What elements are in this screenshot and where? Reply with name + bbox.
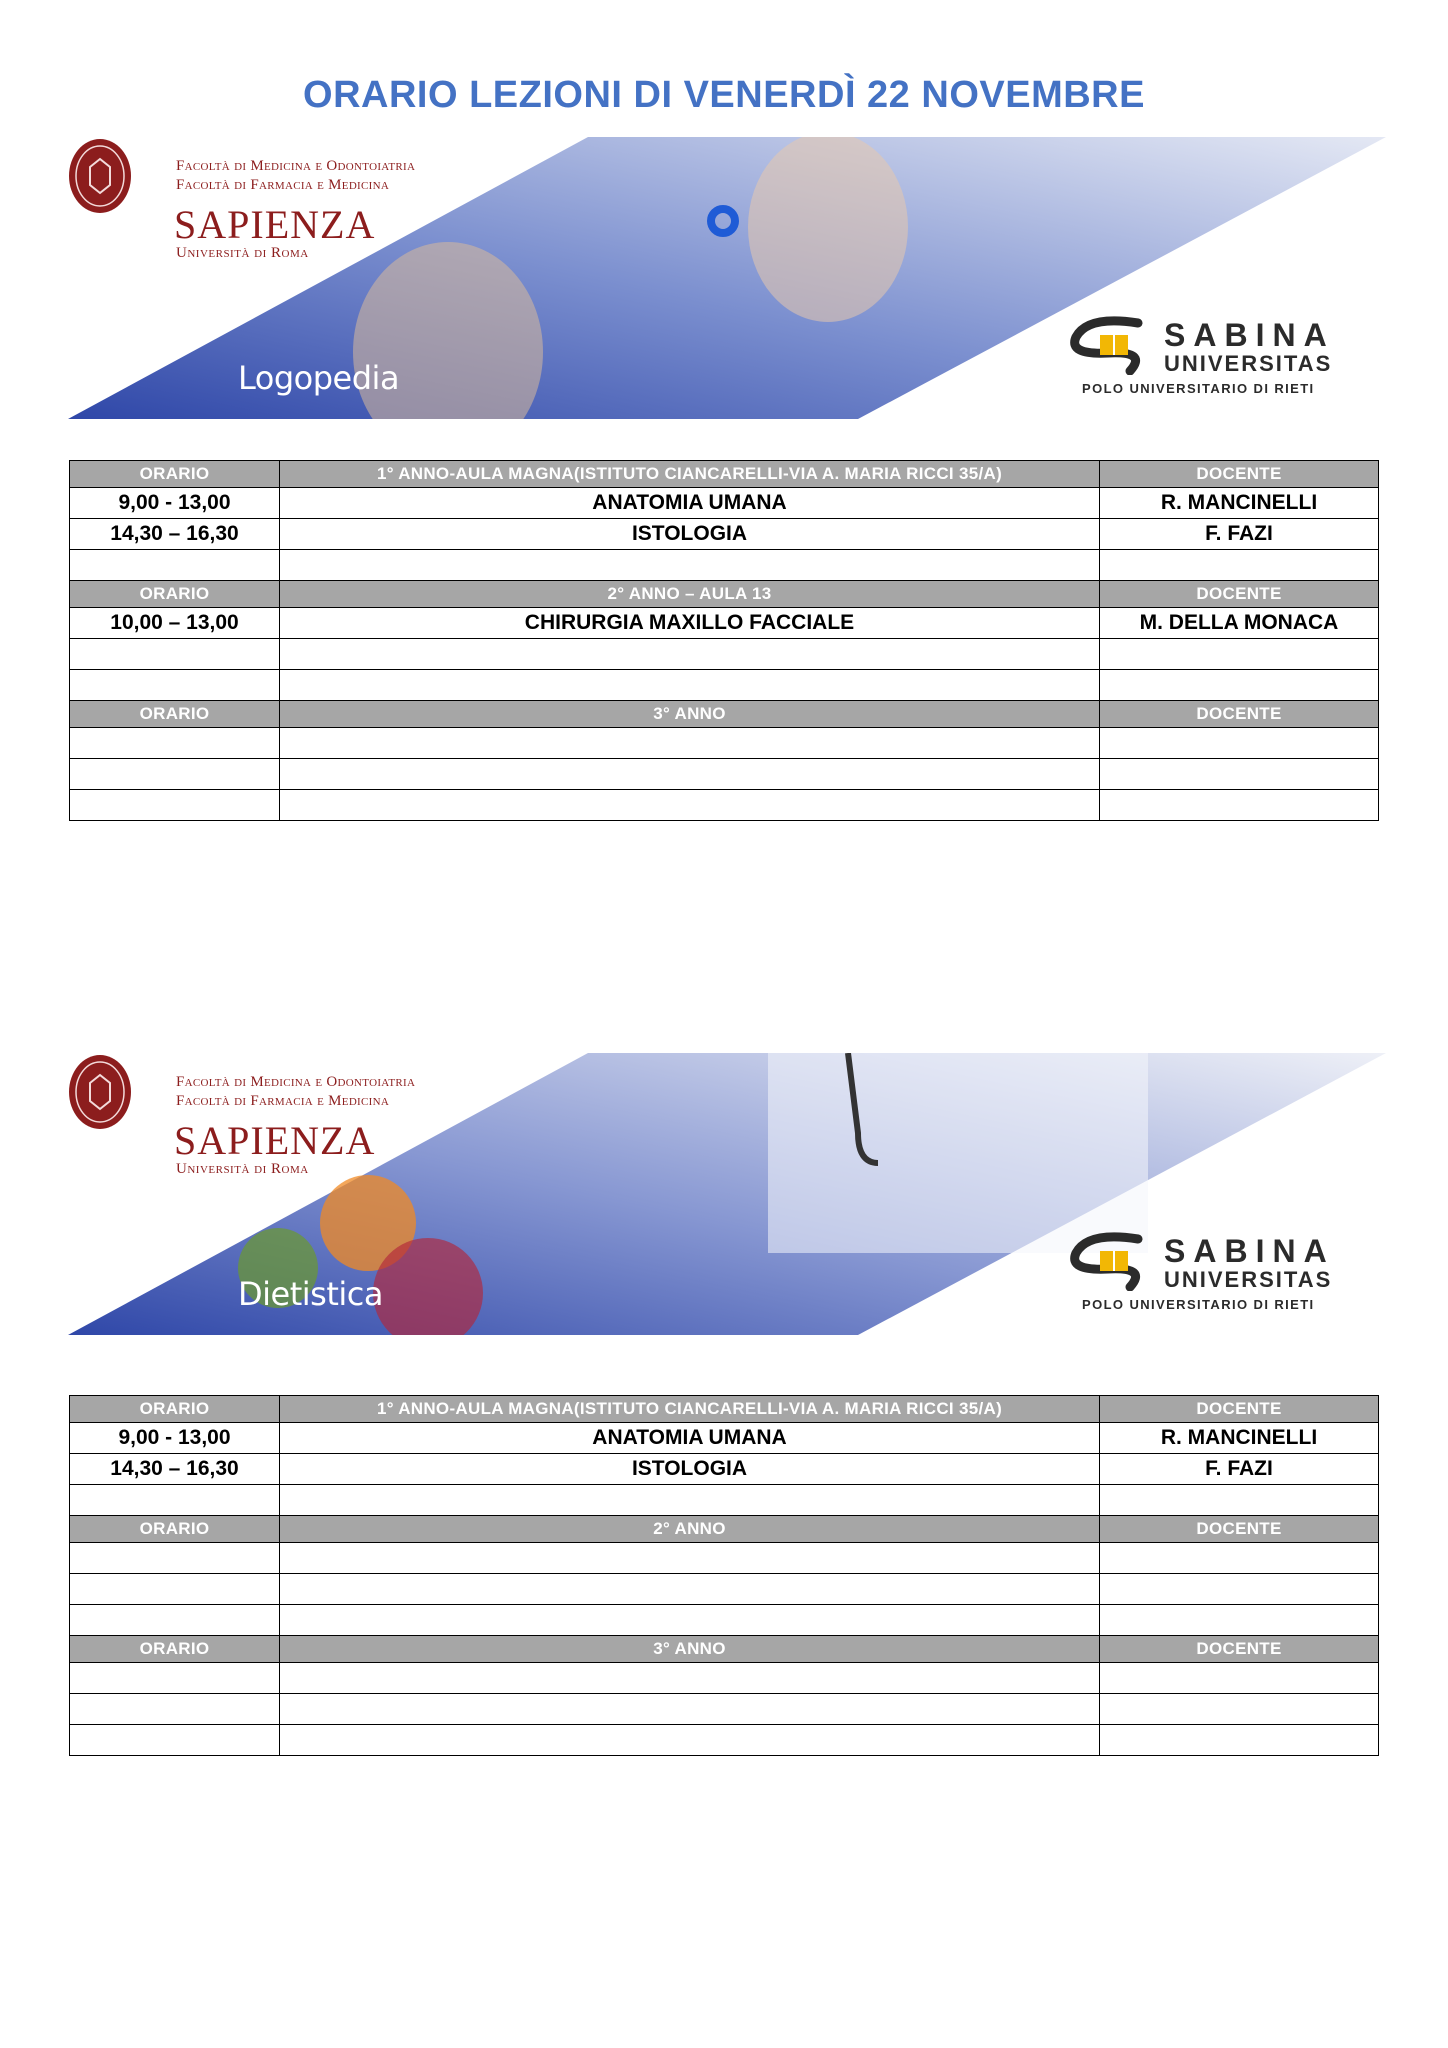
cell-time: 9,00 - 13,00 [70,488,280,519]
cell-teacher: R. MANCINELLI [1100,488,1379,519]
university-sub: Università di Roma [176,1161,309,1177]
header-time: ORARIO [70,461,280,488]
cell-time [70,550,280,581]
page-title: ORARIO LEZIONI DI VENERDÌ 22 NOVEMBRE [303,74,1145,116]
cell-subject [280,1574,1100,1605]
header-year: 1° ANNO-AULA MAGNA(ISTITUTO CIANCARELLI-VIA A. MARIA RICCI 35/A) [280,1396,1100,1423]
table-row [70,1605,1379,1636]
table-row [70,1423,1379,1454]
cell-subject: ISTOLOGIA [280,519,1100,550]
table-row [70,519,1379,550]
cell-teacher: M. DELLA MONACA [1100,608,1379,639]
table-row [70,790,1379,821]
cell-subject [280,639,1100,670]
cell-time: 9,00 - 13,00 [70,1423,280,1454]
faculty-line-1: Facoltà di Medicina e Odontoiatria [176,158,416,174]
cell-teacher [1100,1694,1379,1725]
header-time: ORARIO [70,1636,280,1663]
cell-subject: ISTOLOGIA [280,1454,1100,1485]
cell-time [70,670,280,701]
cell-teacher [1100,790,1379,821]
faculty-line-2: Facoltà di Farmacia e Medicina [176,177,390,193]
partner-sub: UNIVERSITAS [1164,351,1333,376]
cell-teacher [1100,1485,1379,1516]
cell-teacher: F. FAZI [1100,1454,1379,1485]
cell-time: 14,30 – 16,30 [70,519,280,550]
header-year: 1° ANNO-AULA MAGNA(ISTITUTO CIANCARELLI-VIA A. MARIA RICCI 35/A) [280,461,1100,488]
table-row [70,639,1379,670]
cell-subject [280,759,1100,790]
table-row [70,1694,1379,1725]
cell-teacher [1100,759,1379,790]
banner-logopedia [68,137,1386,419]
cell-time [70,1663,280,1694]
cell-subject [280,1725,1100,1756]
cell-subject [280,1694,1100,1725]
faculty-lines [176,157,415,195]
table-row [70,1725,1379,1756]
cell-teacher [1100,728,1379,759]
partner-name: SABINA [1164,317,1335,353]
cell-subject [280,550,1100,581]
cell-teacher [1100,550,1379,581]
schedule-table-dietistica [69,1395,1379,1756]
cell-time [70,790,280,821]
header-teacher: DOCENTE [1100,581,1379,608]
header-teacher: DOCENTE [1100,1636,1379,1663]
header-year: 2° ANNO [280,1516,1100,1543]
cell-teacher [1100,670,1379,701]
header-time: ORARIO [70,1516,280,1543]
table-row [70,1663,1379,1694]
cell-subject [280,728,1100,759]
university-sub: Università di Roma [176,245,309,261]
cell-time [70,759,280,790]
cell-time [70,1725,280,1756]
header-year: 3° ANNO [280,1636,1100,1663]
cell-teacher [1100,1725,1379,1756]
table-row [70,1454,1379,1485]
schedule-table-logopedia [69,460,1379,821]
cell-time [70,1605,280,1636]
partner-name: SABINA [1164,1233,1335,1269]
header-time: ORARIO [70,701,280,728]
cell-teacher: R. MANCINELLI [1100,1423,1379,1454]
cell-time: 10,00 – 13,00 [70,608,280,639]
cell-subject [280,670,1100,701]
header-teacher: DOCENTE [1100,1396,1379,1423]
cell-subject: ANATOMIA UMANA [280,1423,1100,1454]
sapienza-seal-icon [68,1053,132,1131]
cell-subject [280,1543,1100,1574]
banner-dietistica [68,1053,1386,1335]
table-row [70,1485,1379,1516]
table-header-row [70,1636,1379,1663]
faculty-line-1: Facoltà di Medicina e Odontoiatria [176,1074,416,1090]
cell-subject [280,1605,1100,1636]
table-row [70,608,1379,639]
header-year: 3° ANNO [280,701,1100,728]
cell-time [70,1485,280,1516]
partner-tagline: POLO UNIVERSITARIO DI RIETI [1082,381,1315,396]
cell-teacher: F. FAZI [1100,519,1379,550]
table-header-row [70,1516,1379,1543]
cell-time [70,639,280,670]
university-name: SAPIENZA [174,1118,376,1163]
cell-teacher [1100,1663,1379,1694]
header-time: ORARIO [70,581,280,608]
header-teacher: DOCENTE [1100,1516,1379,1543]
sabina-logo [1068,1231,1368,1321]
university-name: SAPIENZA [174,202,376,247]
cell-time [70,1574,280,1605]
cell-time [70,728,280,759]
header-time: ORARIO [70,1396,280,1423]
cell-time [70,1694,280,1725]
header-year: 2° ANNO – AULA 13 [280,581,1100,608]
header-teacher: DOCENTE [1100,701,1379,728]
table-row [70,670,1379,701]
table-row [70,488,1379,519]
cell-teacher [1100,1543,1379,1574]
faculty-line-2: Facoltà di Farmacia e Medicina [176,1093,390,1109]
cell-subject [280,790,1100,821]
table-header-row [70,701,1379,728]
course-name: Logopedia [238,359,400,397]
book-icon [1068,315,1158,375]
cell-subject [280,1485,1100,1516]
cell-teacher [1100,1574,1379,1605]
sabina-logo [1068,315,1368,405]
table-row [70,550,1379,581]
table-header-row [70,461,1379,488]
table-header-row [70,581,1379,608]
header-teacher: DOCENTE [1100,461,1379,488]
sapienza-seal-icon [68,137,132,215]
cell-subject [280,1663,1100,1694]
faculty-lines [176,1073,415,1111]
cell-time: 14,30 – 16,30 [70,1454,280,1485]
book-icon [1068,1231,1158,1291]
cell-teacher [1100,639,1379,670]
table-row [70,759,1379,790]
cell-time [70,1543,280,1574]
table-row [70,1543,1379,1574]
partner-sub: UNIVERSITAS [1164,1267,1333,1292]
cell-subject: CHIRURGIA MAXILLO FACCIALE [280,608,1100,639]
cell-subject: ANATOMIA UMANA [280,488,1100,519]
course-name: Dietistica [238,1275,383,1313]
cell-teacher [1100,1605,1379,1636]
table-row [70,728,1379,759]
table-row [70,1574,1379,1605]
partner-tagline: POLO UNIVERSITARIO DI RIETI [1082,1297,1315,1312]
table-header-row [70,1396,1379,1423]
